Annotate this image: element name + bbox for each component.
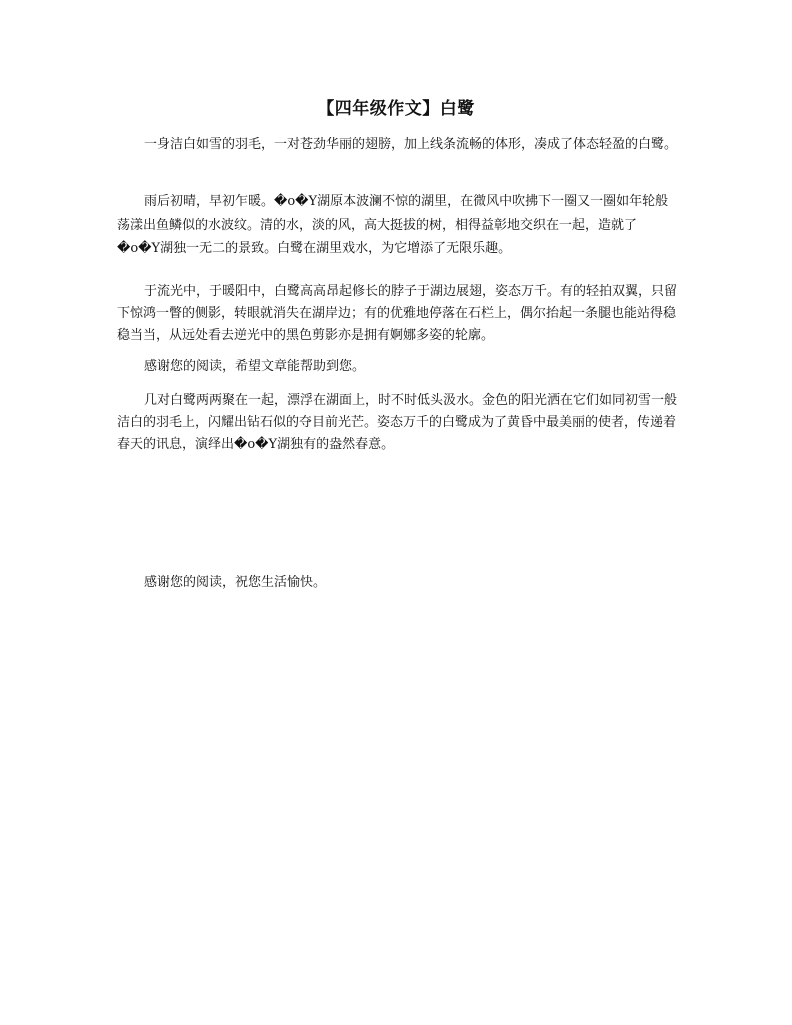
paragraph-intro: 一身洁白如雪的羽毛，一对苍劲华丽的翅膀，加上线条流畅的体形，凑成了体态轻盈的白鹭。 <box>144 137 678 152</box>
paragraph-egrets-pairs: 几对白鹭两两聚在一起，漂浮在湖面上，时不时低头汲水。金色的阳光洒在它们如同初雪一般洁白的羽毛上，闪耀出钻石似的夺目前光芒。姿态万千的白鹭成为了黄昏中最美丽的使者，传递着春天的讯息，演绎出�o�Y湖独有的盎然春意。 <box>117 393 678 452</box>
paragraph-after-rain: 雨后初晴，早初乍暖。�o�Y湖原本波澜不惊的湖里，在微风中吹拂下一圈又一圈如年轮般荡漾出鱼鳞似的水波纹。清的水，淡的风，高大挺拔的树，相得益彰地交织在一起，造就了�o�Y湖独一无二的景致。白鹭在湖里戏水，为它增添了无限乐趣。 <box>117 194 669 256</box>
paragraph-thanks-2: 感谢您的阅读，祝您生活愉快。 <box>144 575 327 590</box>
paragraph-thanks-1: 感谢您的阅读，希望文章能帮助到您。 <box>144 359 366 374</box>
paragraph-flowing-light: 于流光中，于暖阳中，白鹭高高昂起修长的脖子于湖边展翅，姿态万千。有的轻拍双翼，只留下惊鸿一瞥的侧影，转眼就消失在湖岸边；有的优雅地停落在石栏上，偶尔抬起一条腿也能站得稳稳当当，从远处看去逆光中的黑色剪影亦是拥有婀娜多姿的轮廓。 <box>117 284 678 343</box>
document-title: 【四年级作文】白鹭 <box>317 99 475 119</box>
